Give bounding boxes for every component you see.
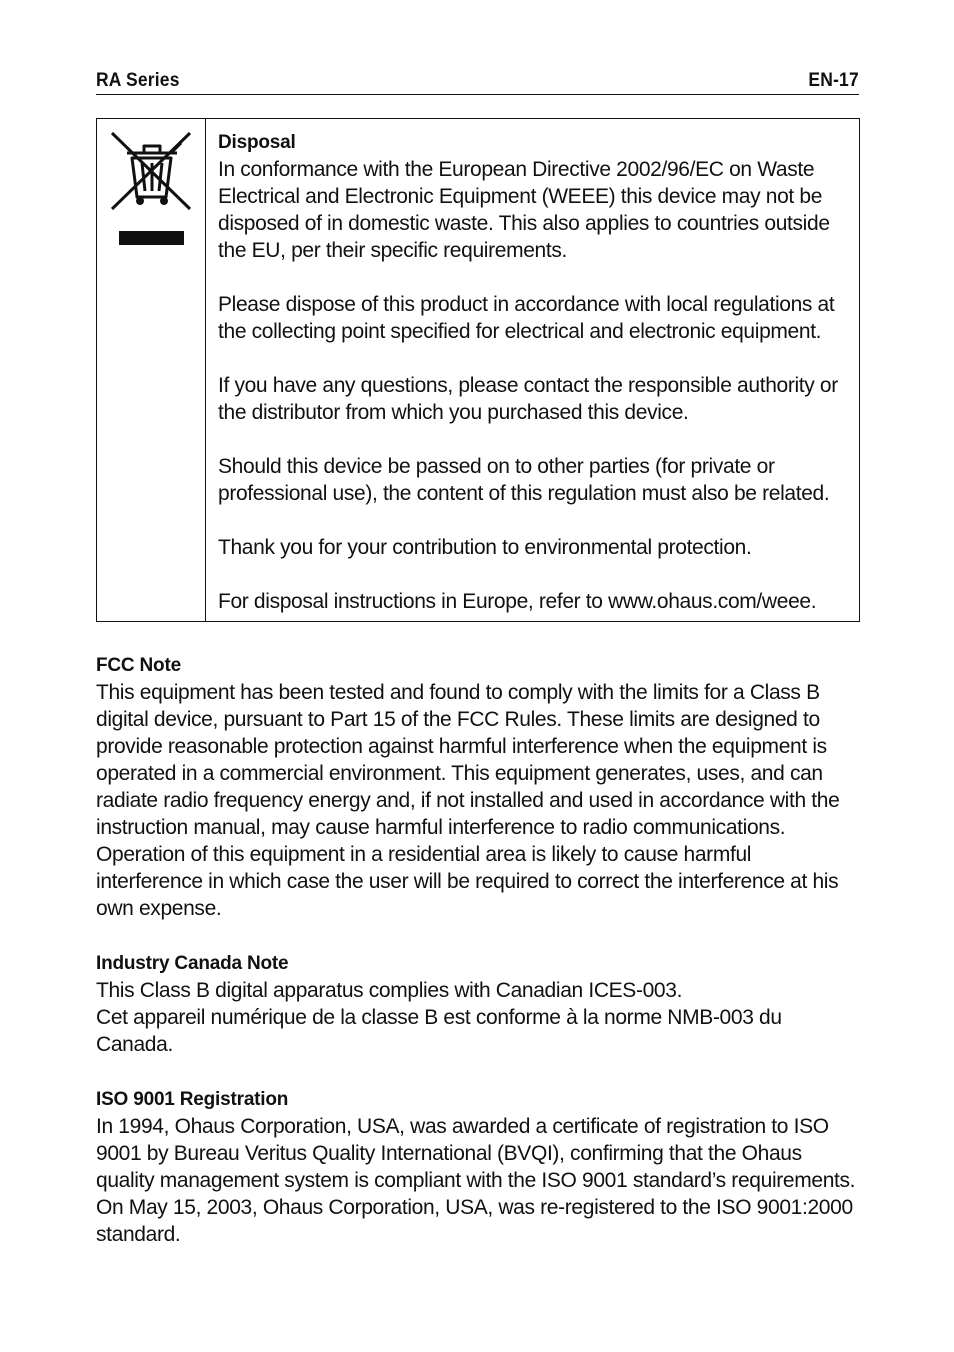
disposal-title: Disposal [218, 132, 296, 153]
iso-text: In 1994, Ohaus Corporation, USA, was awarded a certificate of registration to ISO 9001 by Bureau Veritus Quality International (BVQI), confirming that the Ohaus quality management system is compliant with the ISO 9001 standard’s requirements. On May 15, 2003, Ohaus Corporation, USA, was re-registered to the ISO 9001:2000 standard. [96, 1115, 856, 1246]
page-header [96, 64, 859, 95]
iso-section [96, 1086, 862, 1248]
disposal-box [96, 118, 860, 622]
iso-title: ISO 9001 Registration [96, 1089, 289, 1110]
disposal-icon-cell [97, 119, 206, 621]
fcc-title: FCC Note [96, 655, 181, 676]
disposal-paragraph: Please dispose of this product in accordance with local regulations at the collecting point specified for electrical and electronic equipment. [218, 293, 835, 343]
disposal-paragraph: Thank you for your contribution to environmental protection. [218, 536, 752, 559]
canada-line-english: This Class B digital apparatus complies with Canadian ICES-003. [96, 979, 683, 1002]
disposal-text [206, 119, 859, 621]
series-title: RA Series [96, 70, 180, 91]
canada-line-french: Cet appareil numérique de la classe B est conforme à la norme NMB-003 du Canada. [96, 1006, 782, 1056]
page-number: EN-17 [808, 70, 859, 91]
fcc-section [96, 652, 862, 922]
disposal-paragraph: For disposal instructions in Europe, refer to www.ohaus.com/weee. [218, 590, 817, 613]
weee-crossed-bin-icon [109, 131, 193, 247]
disposal-paragraph: In conformance with the European Directive 2002/96/EC on Waste Electrical and Electronic Equipment (WEEE) this device may not be disposed of in domestic waste. This also applies to countries outside the EU, per their specific requirements. [218, 158, 830, 262]
canada-section [96, 950, 862, 1058]
disposal-paragraph: Should this device be passed on to other parties (for private or professional use), the content of this regulation must also be related. [218, 455, 830, 505]
disposal-paragraph: If you have any questions, please contact the responsible authority or the distributor from which you purchased this device. [218, 374, 838, 424]
manual-page [96, 64, 862, 1246]
fcc-text: This equipment has been tested and found to comply with the limits for a Class B digital device, pursuant to Part 15 of the FCC Rules. These limits are designed to provide reasonable protection against harmful interference when the equipment is operated in a commercial environment. This equipment generates, uses, and can radiate radio frequency energy and, if not installed and used in accordance with the instruction manual, may cause harmful interference to radio communications. Operation of this equipment in a residential area is likely to cause harmful interference in which case the user will be required to correct the interference at his own expense. [96, 681, 840, 920]
canada-title: Industry Canada Note [96, 953, 289, 974]
